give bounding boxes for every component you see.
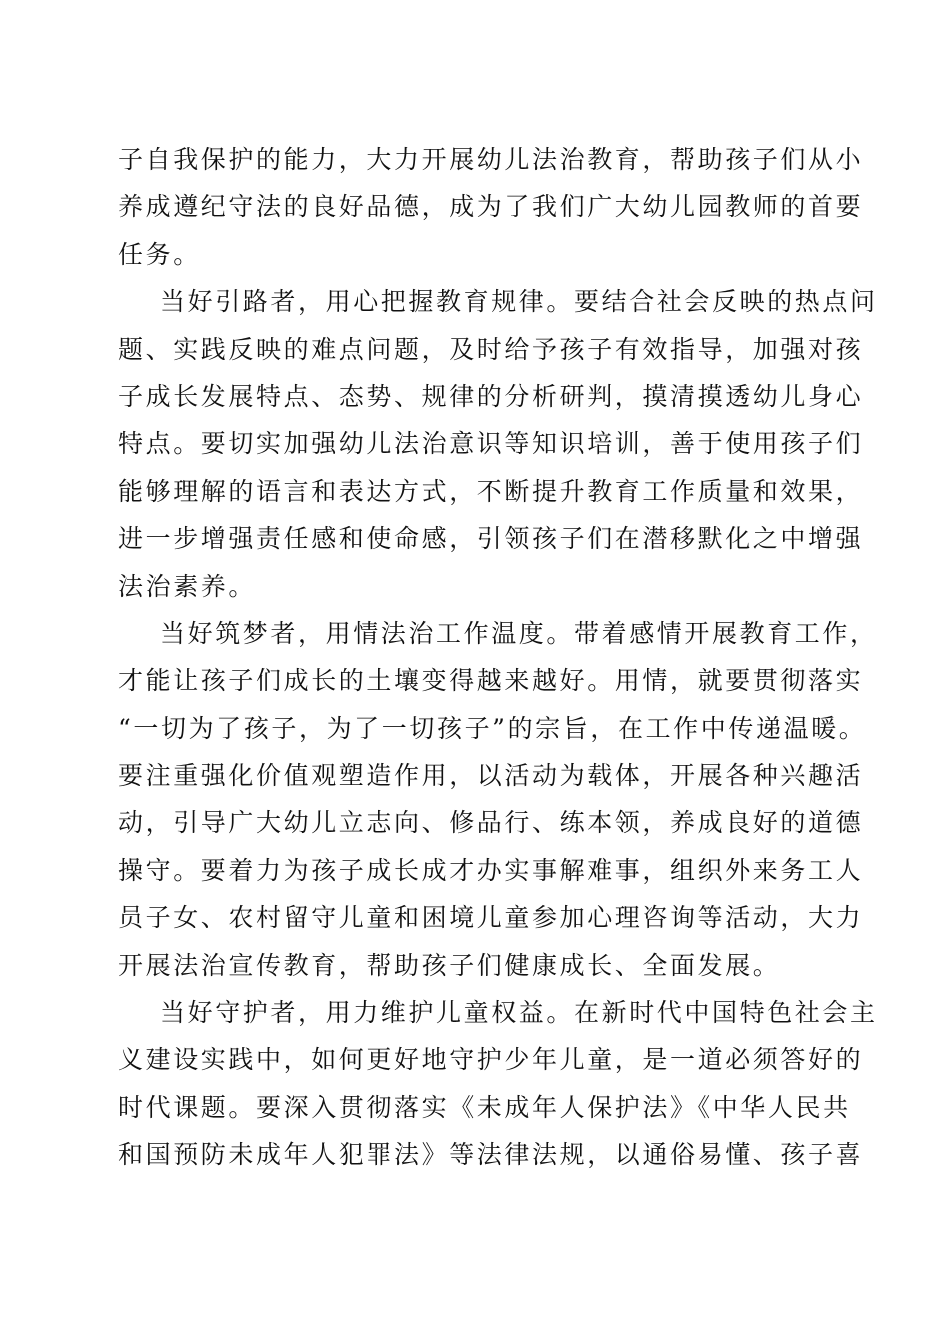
text-line: 操守。要着力为孩子成长成才办实事解难事，组织外来务工人: [118, 855, 864, 885]
text-line: 要注重强化价值观塑造作用，以活动为载体，开展各种兴趣活: [118, 761, 864, 791]
text-line: 开展法治宣传教育，帮助孩子们健康成长、全面发展。: [118, 950, 781, 980]
text-line: 义建设实践中，如何更好地守护少年儿童，是一道必须答好的: [118, 1045, 864, 1075]
text-line: 和国预防未成年人犯罪法》等法律法规，以通俗易懂、孩子喜: [118, 1140, 864, 1170]
text-line: 能够理解的语言和表达方式，不断提升教育工作质量和效果，: [118, 476, 864, 506]
body-text: [118, 136, 878, 1179]
text-line: 题、实践反映的难点问题，及时给予孩子有效指导，加强对孩: [118, 334, 864, 364]
text-line: 才能让孩子们成长的土壤变得越来越好。用情，就要贯彻落实: [118, 666, 864, 696]
text-line: 员子女、农村留守儿童和困境儿童参加心理咨询等活动，大力: [118, 903, 864, 933]
text-line: 时代课题。要深入贯彻落实《未成年人保护法》《中华人民共: [118, 1092, 851, 1122]
text-line: 养成遵纪守法的良好品德，成为了我们广大幼儿园教师的首要: [118, 192, 864, 222]
paragraph-start-line: 当好守护者，用力维护儿童权益。在新时代中国特色社会主: [160, 998, 878, 1028]
text-line: 法治素养。: [118, 571, 257, 601]
text-line: 子成长发展特点、态势、规律的分析研判，摸清摸透幼儿身心: [118, 381, 864, 411]
text-line: 特点。要切实加强幼儿法治意识等知识培训，善于使用孩子们: [118, 429, 864, 459]
text-line: 动，引导广大幼儿立志向、修品行、练本领，养成良好的道德: [118, 808, 864, 838]
text-line: “一切为了孩子，为了一切孩子”的宗旨，在工作中传递温暖。: [118, 713, 867, 743]
text-line: 子自我保护的能力，大力开展幼儿法治教育，帮助孩子们从小: [118, 145, 864, 174]
text-line: 任务。: [118, 239, 201, 269]
paragraph-start-line: 当好筑梦者，用情法治工作温度。带着感情开展教育工作，: [160, 618, 878, 648]
paragraph-start-line: 当好引路者，用心把握教育规律。要结合社会反映的热点问: [160, 287, 878, 317]
text-line: 进一步增强责任感和使命感，引领孩子们在潜移默化之中增强: [118, 524, 864, 554]
